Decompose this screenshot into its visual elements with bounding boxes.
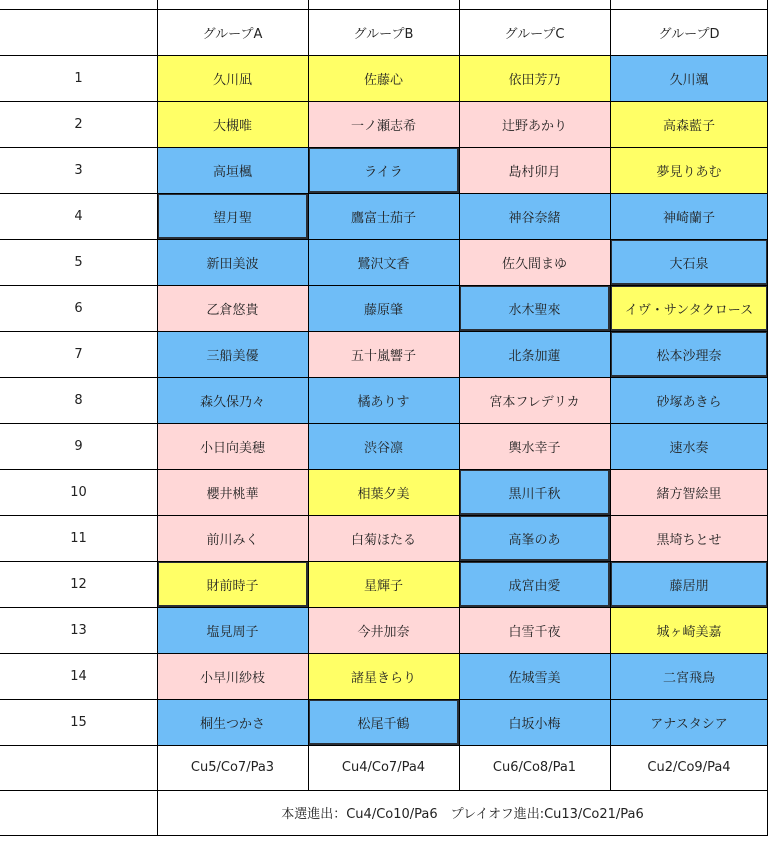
idol-name-cell[interactable]: 依田芳乃 bbox=[459, 55, 610, 101]
idol-name-cell[interactable]: 神谷奈緒 bbox=[459, 193, 610, 239]
corner-cell[interactable] bbox=[0, 9, 157, 55]
idol-name-cell[interactable]: 松本沙理奈 bbox=[610, 331, 768, 377]
row-number-cell[interactable]: 14 bbox=[0, 653, 157, 699]
idol-name-cell[interactable]: 三船美優 bbox=[157, 331, 308, 377]
row-number-cell[interactable]: 8 bbox=[0, 377, 157, 423]
idol-name-cell[interactable]: 宮本フレデリカ bbox=[459, 377, 610, 423]
row-number-cell[interactable]: 5 bbox=[0, 239, 157, 285]
group-header-cell[interactable]: グループC bbox=[459, 9, 610, 55]
row-number-cell[interactable]: 9 bbox=[0, 423, 157, 469]
idol-name-cell[interactable]: 二宮飛鳥 bbox=[610, 653, 768, 699]
idol-name-cell[interactable]: 黒埼ちとせ bbox=[610, 515, 768, 561]
idol-name-cell[interactable]: 大石泉 bbox=[610, 239, 768, 285]
idol-name-cell[interactable]: 輿水幸子 bbox=[459, 423, 610, 469]
grid-line-horizontal bbox=[0, 285, 768, 286]
idol-name-cell[interactable]: 白坂小梅 bbox=[459, 699, 610, 745]
idol-name-cell[interactable]: 橘ありす bbox=[308, 377, 459, 423]
idol-name-cell[interactable]: 北条加蓮 bbox=[459, 331, 610, 377]
grid-line-vertical bbox=[610, 0, 611, 790]
grid-line-vertical bbox=[157, 0, 158, 835]
row-number-cell[interactable]: 3 bbox=[0, 147, 157, 193]
idol-name-cell[interactable]: 久川颯 bbox=[610, 55, 768, 101]
grid-line-horizontal bbox=[0, 101, 768, 102]
grid-line-horizontal bbox=[0, 377, 768, 378]
summary-merged-cell[interactable]: 本選進出：Cu4/Co10/Pa6 プレイオフ進出:Cu13/Co21/Pa6 bbox=[157, 790, 768, 835]
idol-name-cell[interactable]: 桐生つかさ bbox=[157, 699, 308, 745]
idol-name-cell[interactable]: 緒方智絵里 bbox=[610, 469, 768, 515]
idol-name-cell[interactable]: 鷺沢文香 bbox=[308, 239, 459, 285]
idol-name-cell[interactable]: 諸星きらり bbox=[308, 653, 459, 699]
idol-name-cell[interactable]: 大槻唯 bbox=[157, 101, 308, 147]
idol-name-cell[interactable]: 渋谷凛 bbox=[308, 423, 459, 469]
grid-line-horizontal bbox=[0, 147, 768, 148]
idol-name-cell[interactable]: 佐城雪美 bbox=[459, 653, 610, 699]
grid-line-horizontal bbox=[0, 9, 768, 10]
grid-line-horizontal bbox=[0, 331, 768, 332]
idol-name-cell[interactable]: 財前時子 bbox=[157, 561, 308, 607]
idol-name-cell[interactable]: 佐久間まゆ bbox=[459, 239, 610, 285]
grid-line-horizontal bbox=[0, 561, 768, 562]
row-number-cell[interactable]: 12 bbox=[0, 561, 157, 607]
grid-line-horizontal bbox=[0, 835, 768, 836]
row-number-cell[interactable]: 15 bbox=[0, 699, 157, 745]
idol-name-cell[interactable]: 小日向美穂 bbox=[157, 423, 308, 469]
grid-line-horizontal bbox=[0, 607, 768, 608]
idol-name-cell[interactable]: 森久保乃々 bbox=[157, 377, 308, 423]
idol-name-cell[interactable]: 白菊ほたる bbox=[308, 515, 459, 561]
grid-line-horizontal bbox=[0, 193, 768, 194]
idol-name-cell[interactable]: 松尾千鶴 bbox=[308, 699, 459, 745]
grid-line-vertical bbox=[157, 790, 158, 835]
group-header-cell[interactable]: グループB bbox=[308, 9, 459, 55]
idol-name-cell[interactable]: 鷹富士茄子 bbox=[308, 193, 459, 239]
row-number-cell[interactable]: 2 bbox=[0, 101, 157, 147]
group-header-cell[interactable]: グループD bbox=[610, 9, 768, 55]
idol-name-cell[interactable]: 速水奏 bbox=[610, 423, 768, 469]
row-number-cell[interactable]: 10 bbox=[0, 469, 157, 515]
idol-name-cell[interactable]: 水木聖來 bbox=[459, 285, 610, 331]
idol-name-cell[interactable]: 櫻井桃華 bbox=[157, 469, 308, 515]
idol-name-cell[interactable]: 前川みく bbox=[157, 515, 308, 561]
row-number-cell[interactable]: 13 bbox=[0, 607, 157, 653]
grid-line-horizontal bbox=[0, 653, 768, 654]
idol-name-cell[interactable]: 成宮由愛 bbox=[459, 561, 610, 607]
group-header-cell[interactable]: グループA bbox=[157, 9, 308, 55]
idol-name-cell[interactable]: 藤居朋 bbox=[610, 561, 768, 607]
grid-line-vertical bbox=[459, 0, 460, 790]
idol-name-cell[interactable]: 砂塚あきら bbox=[610, 377, 768, 423]
idol-name-cell[interactable]: 五十嵐響子 bbox=[308, 331, 459, 377]
idol-name-cell[interactable]: 城ヶ崎美嘉 bbox=[610, 607, 768, 653]
grid-line-horizontal bbox=[0, 239, 768, 240]
idol-name-cell[interactable]: 白雪千夜 bbox=[459, 607, 610, 653]
row-number-cell[interactable]: 11 bbox=[0, 515, 157, 561]
idol-name-cell[interactable]: 相葉夕美 bbox=[308, 469, 459, 515]
summary-label-cell[interactable] bbox=[0, 790, 157, 835]
totals-label-cell[interactable] bbox=[0, 745, 157, 790]
idol-name-cell[interactable]: 小早川紗枝 bbox=[157, 653, 308, 699]
grid-line-horizontal bbox=[0, 745, 768, 746]
idol-name-cell[interactable]: 夢見りあむ bbox=[610, 147, 768, 193]
grid-line-horizontal bbox=[0, 790, 768, 791]
idol-name-cell[interactable]: アナスタシア bbox=[610, 699, 768, 745]
idol-name-cell[interactable]: 島村卯月 bbox=[459, 147, 610, 193]
idol-name-cell[interactable]: 久川凪 bbox=[157, 55, 308, 101]
idol-name-cell[interactable]: 高峯のあ bbox=[459, 515, 610, 561]
idol-name-cell[interactable]: 佐藤心 bbox=[308, 55, 459, 101]
grid-line-vertical bbox=[308, 0, 309, 790]
grid-line-horizontal bbox=[0, 55, 768, 56]
attribute-total-cell[interactable]: Cu5/Co7/Pa3 bbox=[157, 745, 308, 790]
row-number-cell[interactable]: 7 bbox=[0, 331, 157, 377]
idol-name-cell[interactable]: ライラ bbox=[308, 147, 459, 193]
row-number-cell[interactable]: 6 bbox=[0, 285, 157, 331]
idol-name-cell[interactable]: イヴ・サンタクロース bbox=[610, 285, 768, 331]
grid-line-horizontal bbox=[0, 515, 768, 516]
idol-name-cell[interactable]: 藤原肇 bbox=[308, 285, 459, 331]
idol-name-cell[interactable]: 新田美波 bbox=[157, 239, 308, 285]
attribute-total-cell[interactable]: Cu6/Co8/Pa1 bbox=[459, 745, 610, 790]
attribute-total-cell[interactable]: Cu2/Co9/Pa4 bbox=[610, 745, 768, 790]
idol-name-cell[interactable]: 高森藍子 bbox=[610, 101, 768, 147]
idol-name-cell[interactable]: 乙倉悠貴 bbox=[157, 285, 308, 331]
idol-name-cell[interactable]: 辻野あかり bbox=[459, 101, 610, 147]
idol-name-cell[interactable]: 塩見周子 bbox=[157, 607, 308, 653]
grid-line-horizontal bbox=[0, 423, 768, 424]
row-number-cell[interactable]: 1 bbox=[0, 55, 157, 101]
idol-name-cell[interactable]: 今井加奈 bbox=[308, 607, 459, 653]
grid-line-horizontal bbox=[0, 469, 768, 470]
idol-name-cell[interactable]: 星輝子 bbox=[308, 561, 459, 607]
idol-name-cell[interactable]: 一ノ瀬志希 bbox=[308, 101, 459, 147]
idol-name-cell[interactable]: 神崎蘭子 bbox=[610, 193, 768, 239]
grid-line-horizontal bbox=[0, 699, 768, 700]
idol-name-cell[interactable]: 高垣楓 bbox=[157, 147, 308, 193]
row-number-cell[interactable]: 4 bbox=[0, 193, 157, 239]
attribute-total-cell[interactable]: Cu4/Co7/Pa4 bbox=[308, 745, 459, 790]
idol-name-cell[interactable]: 望月聖 bbox=[157, 193, 308, 239]
idol-name-cell[interactable]: 黒川千秋 bbox=[459, 469, 610, 515]
